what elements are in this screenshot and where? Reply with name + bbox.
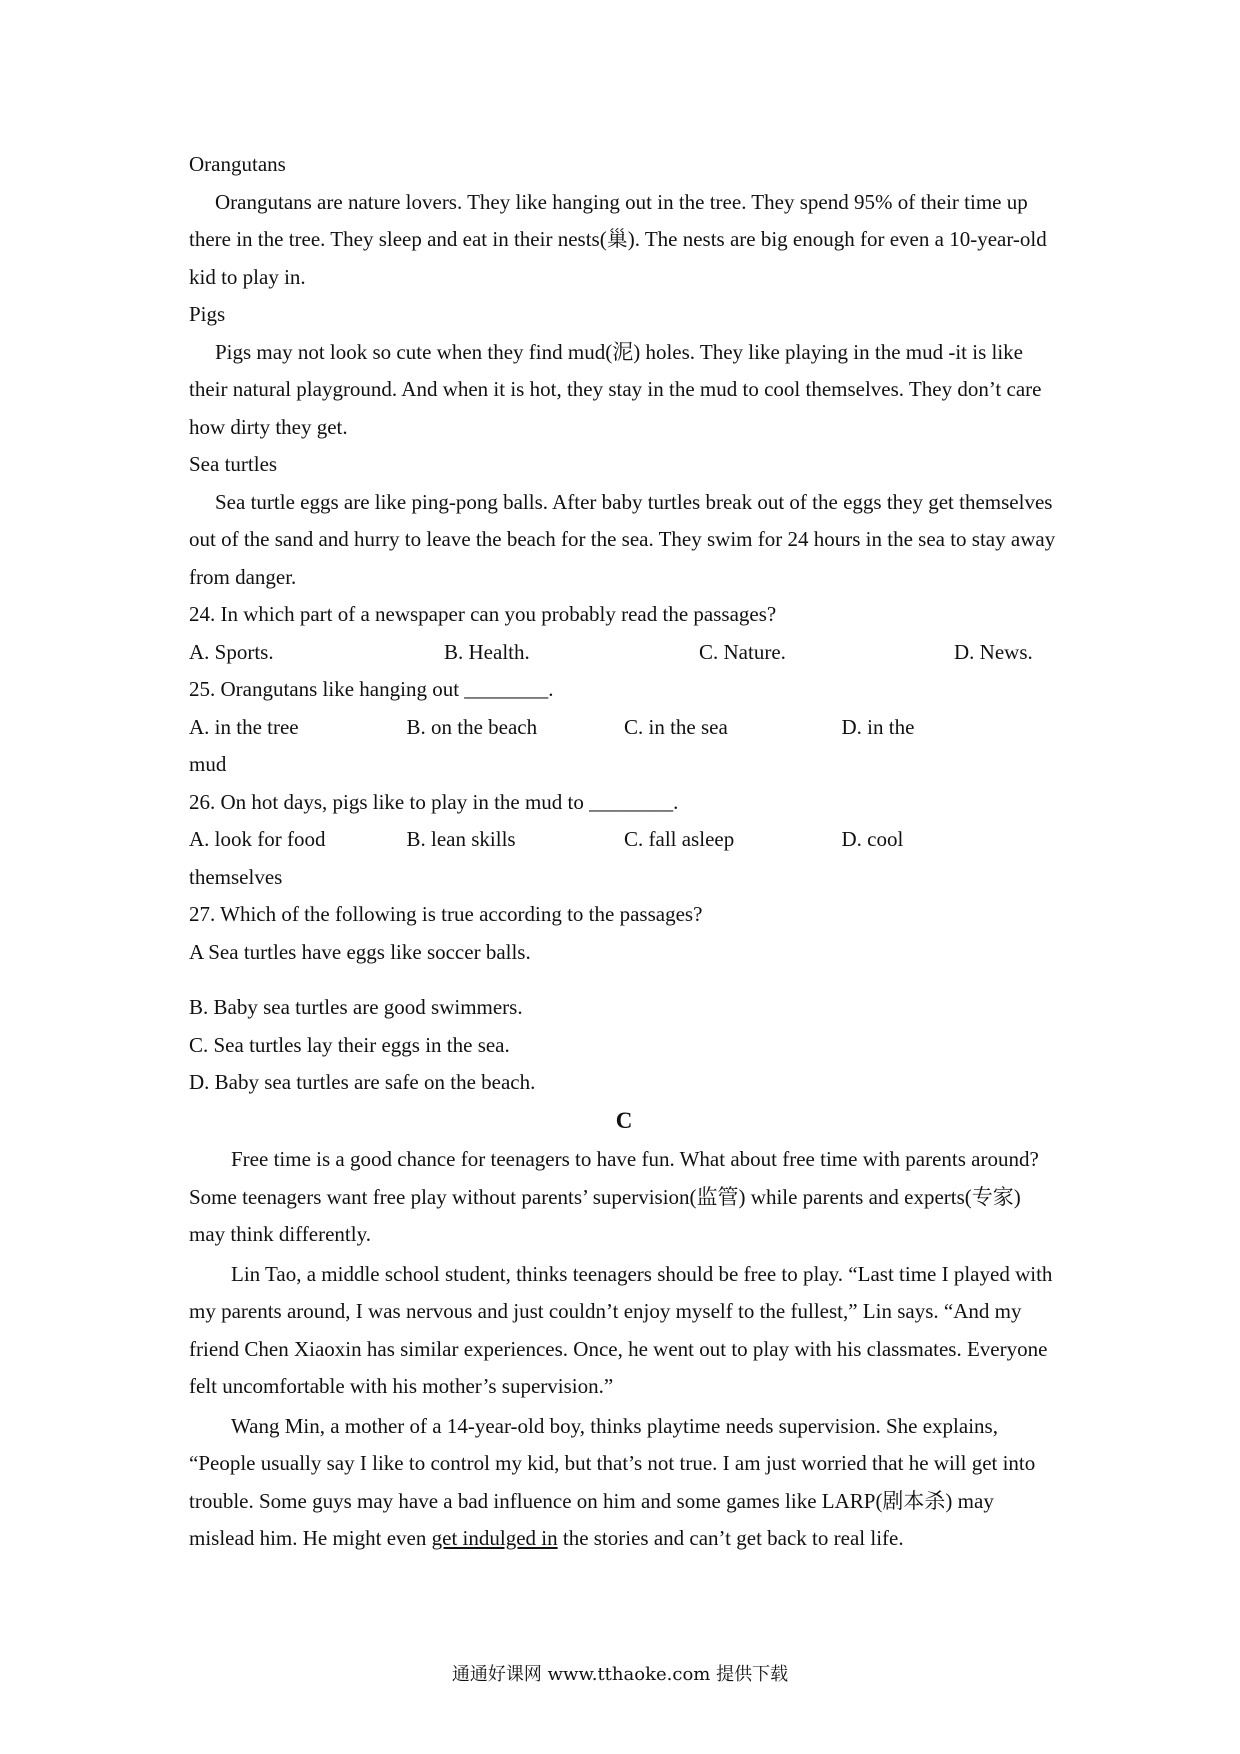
question-26-option-d-continued: themselves xyxy=(189,864,283,889)
question-24-option-c: C. Nature. xyxy=(699,639,786,664)
question-25-option-d: D. in the xyxy=(841,714,915,739)
passage-c-title: C xyxy=(615,1107,633,1133)
paragraph-orangutans: Orangutans are nature lovers. They like hanging out in the tree. They spend 95% of their time up there in the tree. They sleep and eat in their nests(巢). The nests are big enough for even a 10-year-old kid to play in. xyxy=(189,189,1047,289)
question-27-option-c: C. Sea turtles lay their eggs in the sea. xyxy=(189,1032,510,1057)
question-27-option-d: D. Baby sea turtles are safe on the beach. xyxy=(189,1070,536,1094)
question-25-options xyxy=(189,709,1059,784)
question-26-option-a: A. look for food xyxy=(189,827,326,851)
page-footer: 通通好课网 www.tthaoke.com 提供下载 xyxy=(451,1664,789,1685)
question-25-option-d-continued: mud xyxy=(189,752,227,776)
question-24-option-d: D. News. xyxy=(954,639,1033,664)
question-26-option-d: D. cool xyxy=(841,827,904,851)
question-24-options xyxy=(189,634,1059,672)
question-24-option-b: B. Health. xyxy=(444,639,530,664)
question-25-option-b: B. on the beach xyxy=(406,714,538,739)
paragraph-3-text-before: Wang Min, a mother of a 14-year-old boy, thinks playtime needs supervision. She explains, “People usually say I like to control my kid, but that’s not true. I am just worried that he will get into trouble. Some guys may have a bad influence on him and some games like LARP(剧本杀) may mislead him. He might even xyxy=(189,1413,1036,1550)
passage-c-paragraph-2: Lin Tao, a middle school student, thinks teenagers should be free to play. “Last time I played with my parents around, I was nervous and just couldn’t enjoy myself to the fullest,” Lin says. “And my friend Chen Xiaoxin has similar experiences. Once, he went out to play with his classmates. Everyone felt uncomfortable with his mother’s supervision.” xyxy=(189,1261,1053,1398)
passage-c-paragraph-3 xyxy=(189,1408,1059,1558)
question-27-option-a: A Sea turtles have eggs like soccer balls. xyxy=(189,939,531,964)
question-24-option-a: A. Sports. xyxy=(189,639,274,664)
question-27-option-b: B. Baby sea turtles are good swimmers. xyxy=(189,995,523,1019)
passage-c-paragraph-1: Free time is a good chance for teenagers to have fun. What about free time with parents around? Some teenagers want free play without parents’ supervision(监管) while parents and experts(专家) may think differently. xyxy=(189,1147,1039,1246)
section-title-orangutans: Orangutans xyxy=(189,152,286,176)
page-content xyxy=(189,146,1059,1558)
question-26-option-b: B. lean skills xyxy=(406,827,516,851)
paragraph-pigs: Pigs may not look so cute when they find mud(泥) holes. They like playing in the mud -it is like their natural playground. And when it is hot, they stay in the mud to cool themselves. They don’t care how dirty they get. xyxy=(189,339,1042,439)
section-title-pigs: Pigs xyxy=(189,302,226,326)
question-26-options xyxy=(189,821,1059,896)
underlined-phrase: get indulged in xyxy=(431,1526,558,1550)
question-24-stem: 24. In which part of a newspaper can you probably read the passages? xyxy=(189,602,777,626)
section-title-sea-turtles: Sea turtles xyxy=(189,452,278,476)
paragraph-3-text-after: the stories and can’t get back to real life. xyxy=(557,1526,904,1550)
spacer xyxy=(189,971,1059,989)
question-25-option-a: A. in the tree xyxy=(189,714,299,739)
question-26-stem: 26. On hot days, pigs like to play in the mud to ________. xyxy=(189,789,679,814)
question-25-option-c: C. in the sea xyxy=(624,714,728,739)
question-26-option-c: C. fall asleep xyxy=(624,827,735,851)
paragraph-sea-turtles: Sea turtle eggs are like ping-pong balls. After baby turtles break out of the eggs they get themselves out of the sand and hurry to leave the beach for the sea. They swim for 24 hours in the sea to stay away from danger. xyxy=(189,489,1056,589)
question-25-stem: 25. Orangutans like hanging out ________. xyxy=(189,677,554,701)
question-27-stem: 27. Which of the following is true according to the passages? xyxy=(189,902,703,926)
